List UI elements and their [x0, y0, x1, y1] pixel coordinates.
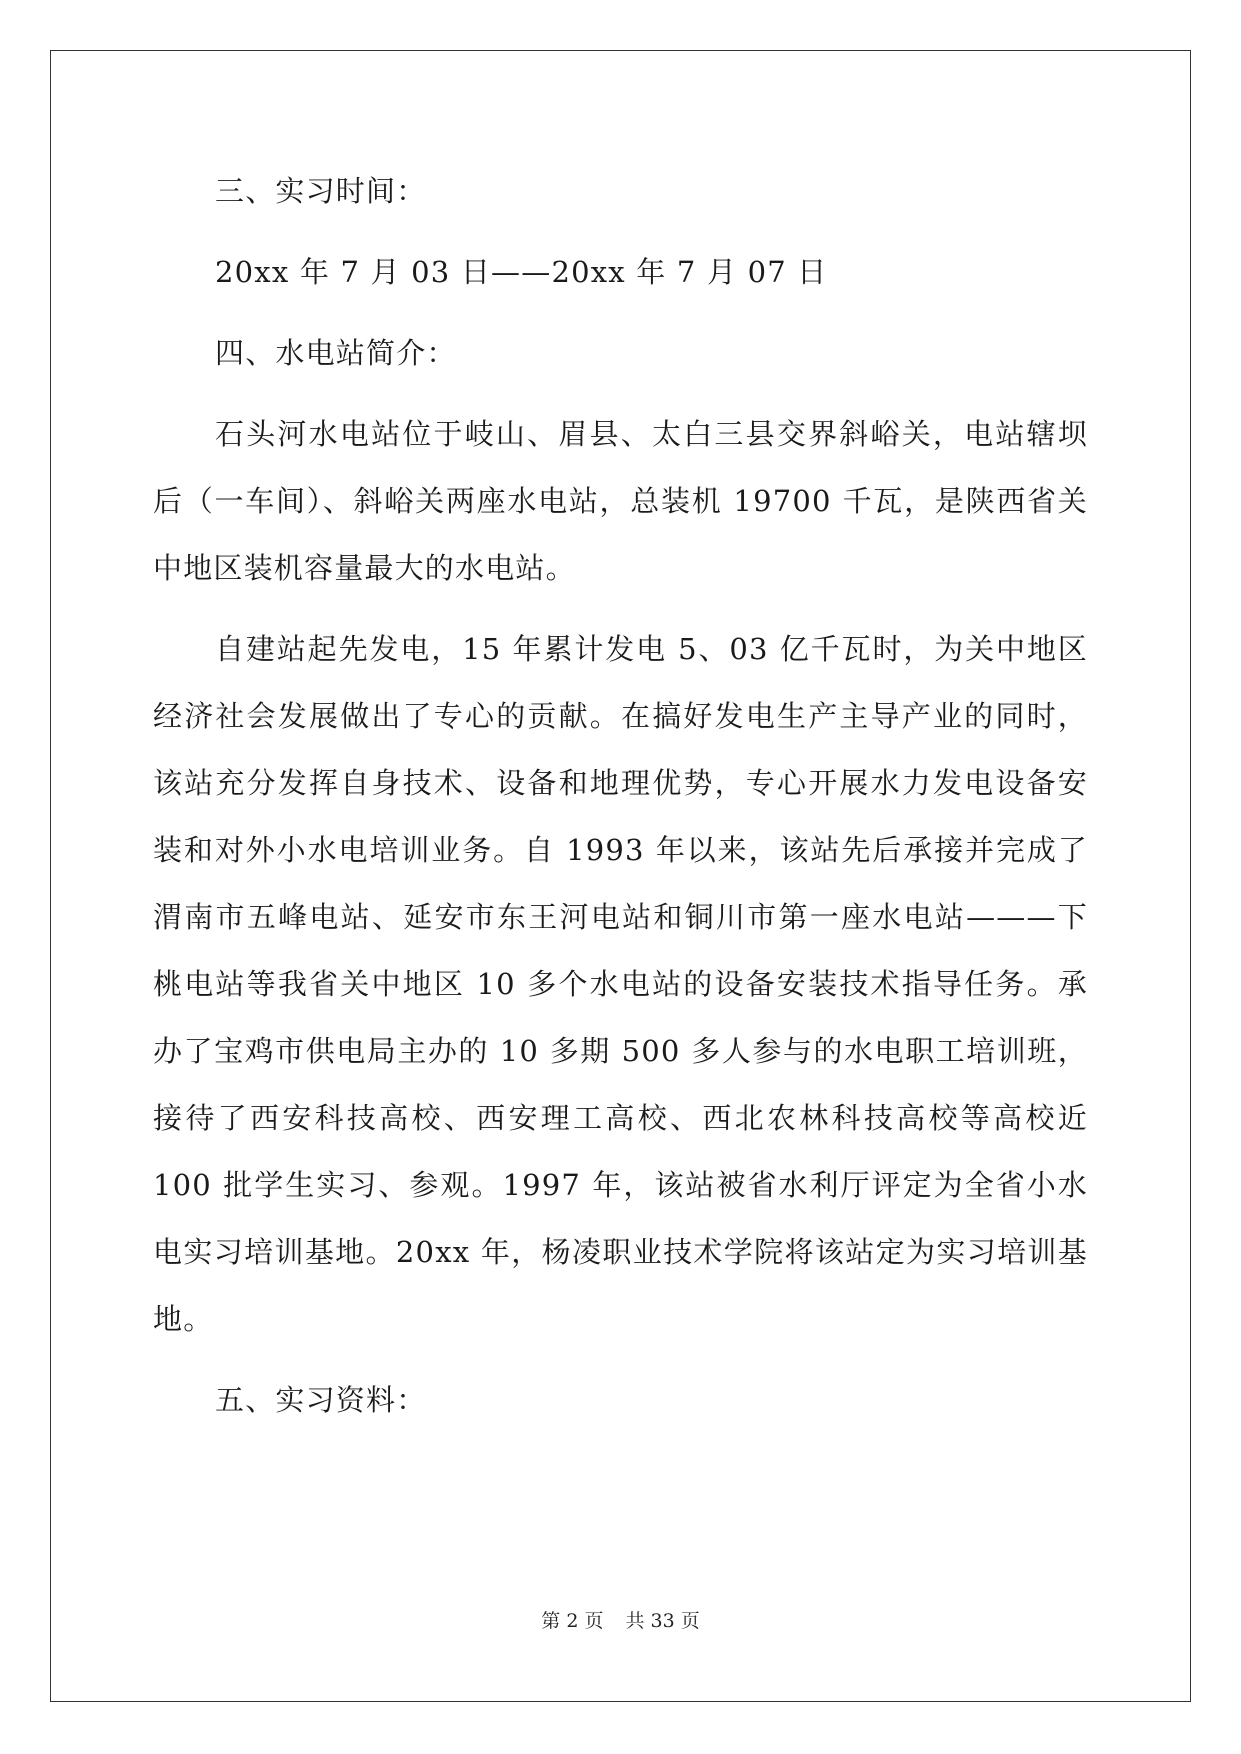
section-heading-internship-time: 三、实习时间： — [215, 174, 427, 208]
station-intro-paragraph: 石头河水电站位于岐山、眉县、太白三县交界斜峪关，电站辖坝后（一车间）、斜峪关两座水电站，总装机 19700 千瓦，是陕西省关中地区装机容量最大的水电站。 — [153, 417, 1088, 585]
internship-date-range: 20xx 年 7 月 03 日——20xx 年 7 月 07 日 — [215, 255, 828, 289]
page-number: 第 2 页 — [541, 1610, 604, 1632]
total-pages: 共 33 页 — [625, 1610, 700, 1632]
station-history-paragraph: 自建站起先发电，15 年累计发电 5、03 亿千瓦时，为关中地区经济社会发展做出了专心的贡献。在搞好发电生产主导产业的同时，该站充分发挥自身技术、设备和地理优势，专心开展水力发电设备安装和对外小水电培训业务。自 1993 年以来，该站先后承接并完成了渭南市五峰电站、延安市东王河电站和铜川市第一座水电站———下桃电站等我省关中地区 10 多个水电站的设备安装技术指导任务。承办了宝鸡市供电局主办的 10 多期 500 多人参与的水电职工培训班，接待了西安科技高校、西安理工高校、西北农林科技高校等高校近 100 批学生实习、参观。1997 年，该站被省水利厅评定为全省小水电实习培训基地。20xx 年，杨凌职业技术学院将该站定为实习培训基地。 — [153, 632, 1088, 1336]
page-footer — [0, 1606, 1241, 1633]
document-body — [153, 158, 1088, 1434]
section-heading-internship-materials: 五、实习资料： — [215, 1383, 427, 1417]
section-heading-station-intro: 四、水电站简介： — [215, 336, 457, 370]
